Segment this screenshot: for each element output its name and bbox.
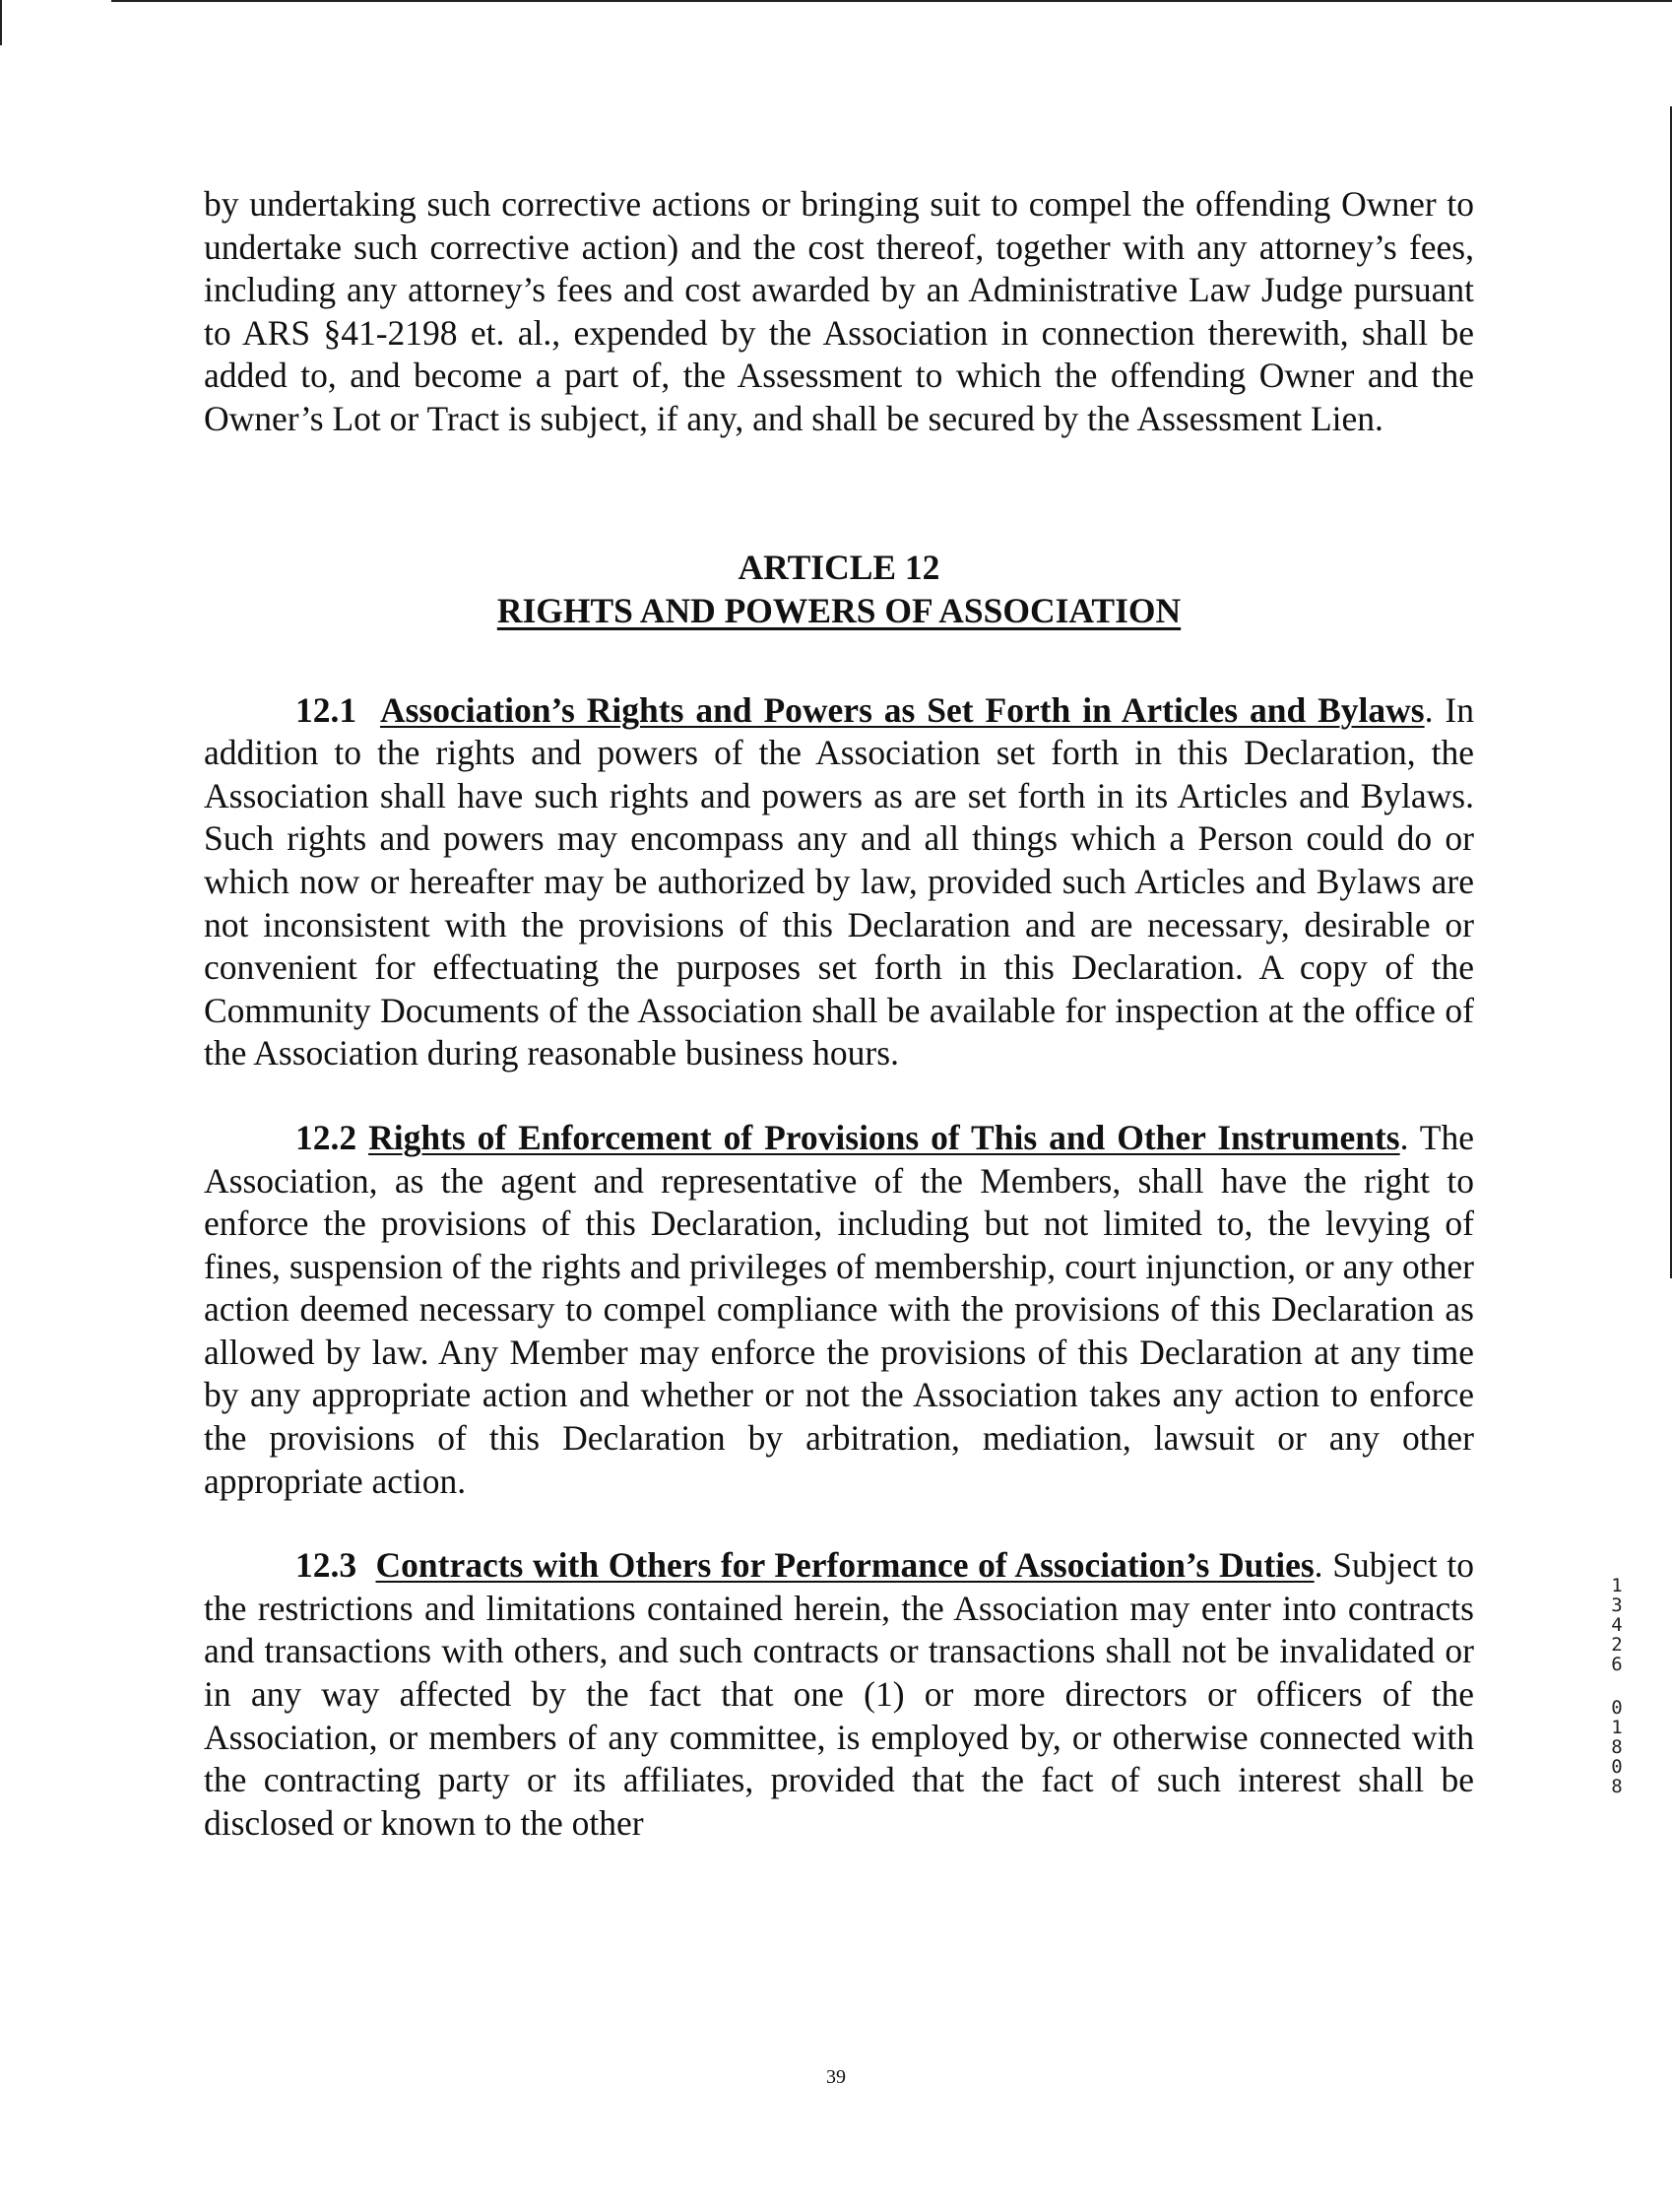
article-title: RIGHTS AND POWERS OF ASSOCIATION [496, 590, 1182, 630]
section-title: Association’s Rights and Powers as Set Forth in Articles and Bylaws [379, 689, 1425, 730]
bates-digit: 6 [1611, 1654, 1623, 1675]
bates-stamp [1607, 1576, 1627, 1796]
bates-digit: 1 [1611, 1575, 1623, 1596]
section-number: 12.2 [295, 1117, 357, 1157]
section-title: Contracts with Others for Performance of Association’s Duties [375, 1545, 1315, 1586]
section-number: 12.3 [295, 1545, 357, 1586]
bates-digit: 8 [1611, 1736, 1623, 1758]
section-body: . In addition to the rights and powers of the Association set forth in this Declaration, the Association shall have such rights and powers as are set forth in its Articles and Bylaws. Such rights and powers may encompass any and all things which a Person could do or which now or hereafter may be authorized by law, provided such Articles and Bylaws are not inconsistent with the provisions of this Declaration and are necessary, desirable or convenient for effectuating the purposes set forth in this Declaration. A copy of the Community Documents of the Association shall be available for inspection at the office of the Association during reasonable business hours. [204, 689, 1474, 1073]
bates-digit: 2 [1611, 1634, 1623, 1656]
document-page [204, 183, 1474, 1845]
bates-gap [1607, 1674, 1627, 1698]
scan-top-border [111, 0, 1672, 2]
bates-digit: 1 [1611, 1717, 1623, 1738]
section-title: Rights of Enforcement of Provisions of This and Other Instruments [368, 1117, 1400, 1157]
bates-digit: 4 [1611, 1614, 1623, 1636]
scan-left-edge-mark [0, 0, 2, 45]
section-12-1 [204, 689, 1474, 1075]
section-body: . Subject to the restrictions and limitations contained herein, the Association may enter into contracts and transactions with others, and such contracts or transactions shall not be invalidated or in any way affected by the fact that one (1) or more directors or officers of the Association, or members of any committee, is employed by, or otherwise connected with the contracting party or its affiliates, provided that the fact of such interest shall be disclosed or known to the other [204, 1545, 1474, 1843]
bates-digit: 0 [1611, 1756, 1623, 1778]
continuation-paragraph: by undertaking such corrective actions or bringing suit to compel the offending Owner to undertake such corrective action) and the cost thereof, together with any attorney’s fees, including any attorney’s fees and cost awarded by an Administrative Law Judge pursuant to ARS §41-2198 et. al., expended by the Association in connection therewith, shall be added to, and become a part of, the Assessment to which the offending Owner and the Owner’s Lot or Tract is subject, if any, and shall be secured by the Assessment Lien. [204, 184, 1474, 438]
section-number: 12.1 [295, 689, 357, 730]
section-body: . The Association, as the agent and representative of the Members, shall have the right to enforce the provisions of this Declaration, including but not limited to, the levying of fines, suspension of the rights and privileges of membership, court injunction, or any other action deemed necessary to compel compliance with the provisions of this Declaration as allowed by law. Any Member may enforce the provisions of this Declaration at any time by any appropriate action and whether or not the Association takes any action to enforce the provisions of this Declaration by arbitration, mediation, lawsuit or any other appropriate action. [204, 1117, 1474, 1501]
bates-digit: 0 [1611, 1697, 1623, 1719]
bates-digit: 3 [1611, 1594, 1623, 1616]
bates-digit: 8 [1611, 1776, 1623, 1797]
page-number: 39 [826, 2066, 846, 2088]
section-12-3 [204, 1544, 1474, 1845]
article-heading [204, 546, 1474, 632]
section-12-2 [204, 1117, 1474, 1503]
article-number: ARTICLE 12 [738, 547, 940, 587]
